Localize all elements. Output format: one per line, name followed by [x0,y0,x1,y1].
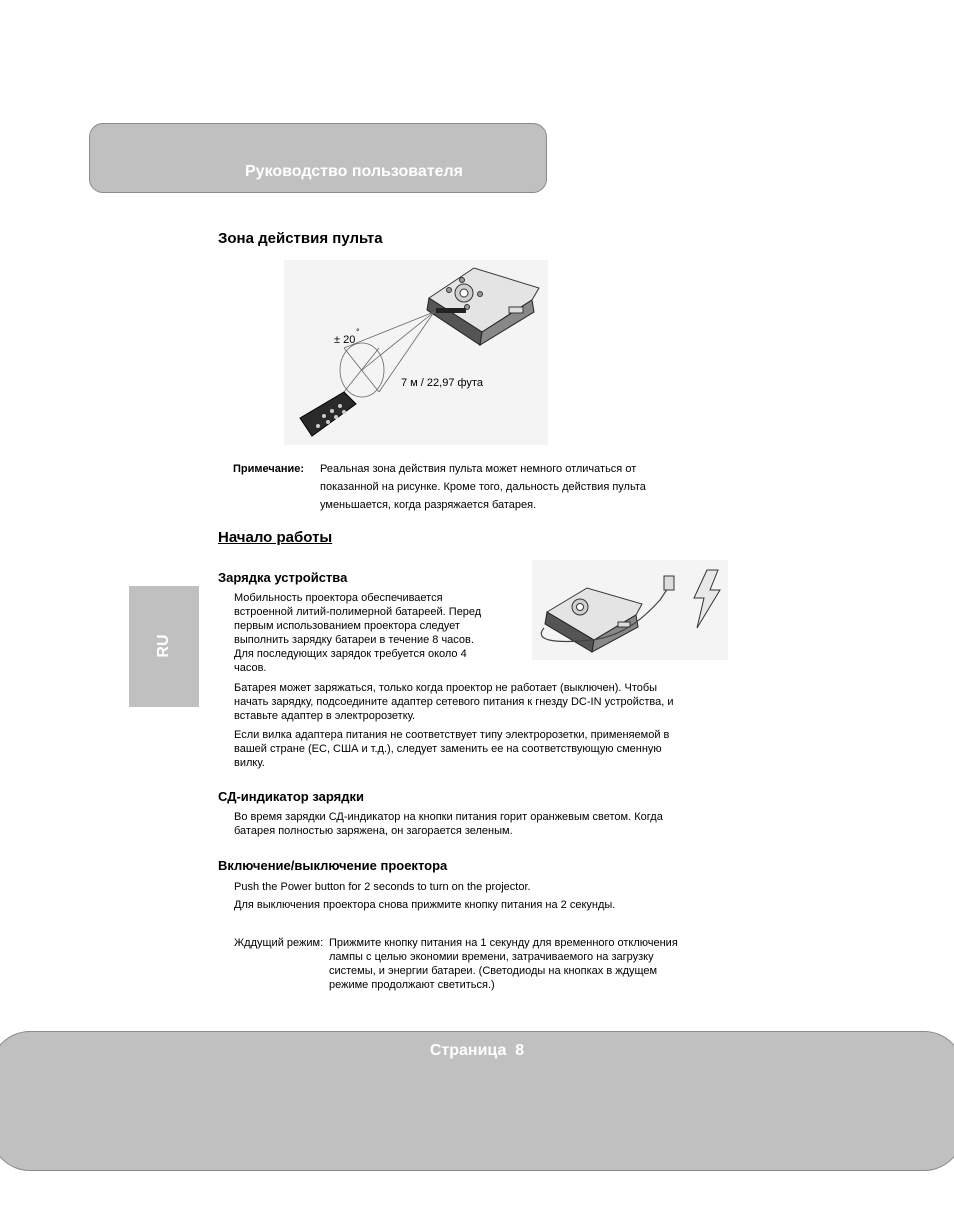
note-label: Примечание: [233,463,305,475]
power-on-text: Push the Power button for 2 seconds to turn on the projector. [234,881,531,893]
language-label: RU [155,634,172,658]
charging-paragraph-2: Батарея может заряжаться, только когда проектор не работает (выключен). Чтобы начать зарядку, подсоедините адаптер сетевого питания к гнезду DC-IN устройства, и вставьте адаптер в электророзетку. [234,682,674,722]
charging-figure [532,560,728,660]
power-off-text: Для выключения проектора снова прижмите кнопку питания на 2 секунды. [234,899,616,911]
led-paragraph: Во время зарядки СД-индикатор на кнопки питания горит оранжевым светом. Когда батарея полностью заряжена, он загорается зеленым. [234,811,663,837]
note-text: Реальная зона действия пульта может немного отличаться от показанной на рисунке. Кроме того, дальность действия пульта уменьшается, когда разряжается батарея. [320,463,646,511]
standby-label: Жддущий режим: [234,937,324,949]
charging-paragraph-3: Если вилка адаптера питания не соответствует типу электророзетки, применяемой в вашей стране (ЕС, США и т.д.), следует заменить ее на соответствующую сменную вилку. [234,729,670,769]
degree-mark: ° [356,327,360,337]
adapter-plug [664,576,674,590]
page-number: Страница 8 [429,1042,525,1059]
header-title: Руководство пользователя [245,163,463,180]
getting-started-heading: Начало работы [218,529,333,546]
angle-label: ± 20 [334,334,356,346]
remote-range-heading: Зона действия пульта [218,230,383,247]
standby-text: Прижмите кнопку питания на 1 секунду для временного отключения лампы с целью экономии времени, затрачиваемого на загрузку системы, и энергии батареи. (Светодиоды на кнопках в ждущем режиме продолжают светиться.) [329,937,678,991]
charging-heading: Зарядка устройства [218,570,348,585]
distance-label: 7 м / 22,97 фута [401,377,483,389]
power-heading: Включение/выключение проектора [218,858,448,873]
remote-range-figure [284,260,548,445]
header-tab [89,123,547,193]
charging-paragraph-1: Мобильность проектора обеспечивается встроенной литий-полимерной батареей. Перед первым использованием проектора следует выполнить зарядку батареи в течение 8 часов. Для последующих зарядок требуется около 4 часов. [234,592,482,674]
led-heading: СД-индикатор зарядки [218,789,364,804]
